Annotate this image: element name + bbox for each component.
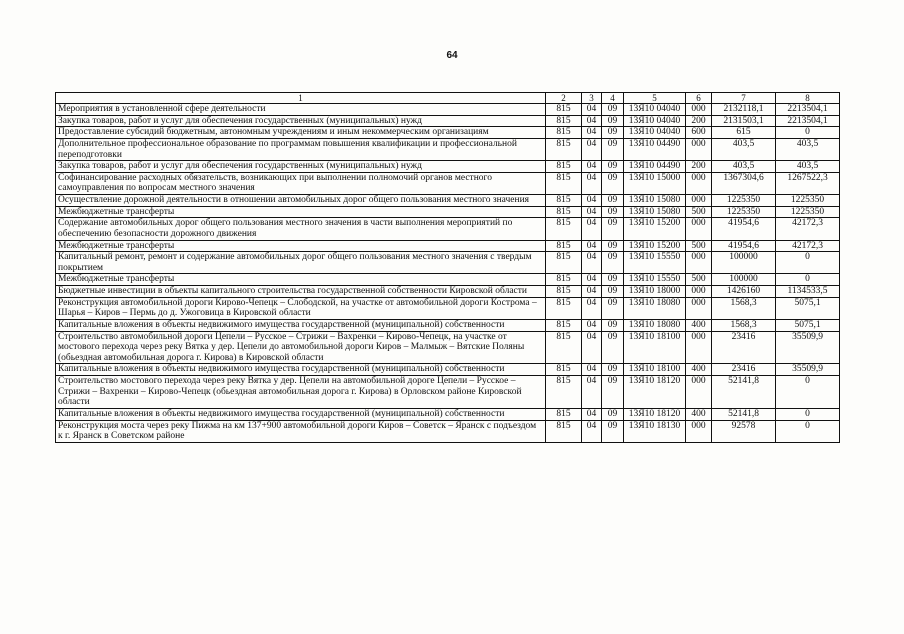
row-name: Реконструкция моста через реку Пижма на км 137+900 автомобильной дороги Киров – Советск – Яранск с подъездом к г. Яранск в Советском районе xyxy=(56,420,546,442)
code-subsection: 09 xyxy=(602,252,624,274)
code-expense-type: 000 xyxy=(686,420,712,442)
amount-year-2: 403,5 xyxy=(776,161,840,173)
amount-year-2: 42172,3 xyxy=(776,240,840,252)
code-expense-type: 600 xyxy=(686,127,712,139)
code-expense-type: 500 xyxy=(686,206,712,218)
table-body xyxy=(56,104,840,443)
amount-year-1: 52141,8 xyxy=(712,376,776,409)
row-name: Межбюджетные трансферты xyxy=(56,240,546,252)
code-subsection: 09 xyxy=(602,138,624,160)
code-grbs: 815 xyxy=(546,420,582,442)
amount-year-1: 92578 xyxy=(712,420,776,442)
amount-year-2: 1225350 xyxy=(776,206,840,218)
code-grbs: 815 xyxy=(546,252,582,274)
code-target-article: 13Я10 18100 xyxy=(624,331,686,364)
header-cell: 7 xyxy=(712,93,776,104)
amount-year-2: 0 xyxy=(776,376,840,409)
amount-year-2: 2213504,1 xyxy=(776,104,840,116)
code-grbs: 815 xyxy=(546,138,582,160)
table-row xyxy=(56,127,840,139)
code-section: 04 xyxy=(582,319,602,331)
code-subsection: 09 xyxy=(602,274,624,286)
code-target-article: 13Я10 18000 xyxy=(624,286,686,298)
amount-year-2: 2213504,1 xyxy=(776,115,840,127)
amount-year-1: 100000 xyxy=(712,252,776,274)
code-expense-type: 000 xyxy=(686,286,712,298)
amount-year-2: 5075,1 xyxy=(776,297,840,319)
code-section: 04 xyxy=(582,274,602,286)
table-row xyxy=(56,331,840,364)
code-grbs: 815 xyxy=(546,297,582,319)
code-target-article: 13Я10 04490 xyxy=(624,138,686,160)
table-row xyxy=(56,195,840,207)
code-expense-type: 400 xyxy=(686,408,712,420)
code-subsection: 09 xyxy=(602,376,624,409)
code-expense-type: 000 xyxy=(686,138,712,160)
table-row xyxy=(56,408,840,420)
code-target-article: 13Я10 15080 xyxy=(624,195,686,207)
code-grbs: 815 xyxy=(546,195,582,207)
code-grbs: 815 xyxy=(546,161,582,173)
table-row xyxy=(56,161,840,173)
header-cell: 3 xyxy=(582,93,602,104)
amount-year-1: 1225350 xyxy=(712,206,776,218)
amount-year-1: 1225350 xyxy=(712,195,776,207)
code-subsection: 09 xyxy=(602,297,624,319)
row-name: Бюджетные инвестиции в объекты капитального строительства государственной собственности Кировской области xyxy=(56,286,546,298)
code-target-article: 13Я10 15200 xyxy=(624,218,686,240)
header-cell: 6 xyxy=(686,93,712,104)
code-section: 04 xyxy=(582,161,602,173)
code-expense-type: 000 xyxy=(686,297,712,319)
amount-year-1: 2132118,1 xyxy=(712,104,776,116)
row-name: Закупка товаров, работ и услуг для обеспечения государственных (муниципальных) нужд xyxy=(56,161,546,173)
code-section: 04 xyxy=(582,376,602,409)
amount-year-1: 41954,6 xyxy=(712,218,776,240)
code-subsection: 09 xyxy=(602,115,624,127)
row-name: Содержание автомобильных дорог общего пользования местного значения в части выполнения мероприятий по обеспечению безопасности дорожного движения xyxy=(56,218,546,240)
code-expense-type: 000 xyxy=(686,104,712,116)
code-expense-type: 500 xyxy=(686,274,712,286)
row-name: Софинансирование расходных обязательств, возникающих при выполнении полномочий органов местного самоуправления по вопросам местного значения xyxy=(56,172,546,194)
code-target-article: 13Я10 15200 xyxy=(624,240,686,252)
code-subsection: 09 xyxy=(602,172,624,194)
code-subsection: 09 xyxy=(602,127,624,139)
header-cell: 1 xyxy=(56,93,546,104)
code-section: 04 xyxy=(582,286,602,298)
code-grbs: 815 xyxy=(546,218,582,240)
row-name: Реконструкция автомобильной дороги Кирово-Чепецк – Слободской, на участке от автомобильной дороги Кострома – Шарья – Киров – Пермь до д. Ужоговица в Кировской области xyxy=(56,297,546,319)
header-cell: 5 xyxy=(624,93,686,104)
code-grbs: 815 xyxy=(546,376,582,409)
row-name: Строительство автомобильной дороги Цепели – Русское – Стрижи – Вахренки – Кирово-Чепецк, на участке от мостового перехода через реку Вятка у дер. Цепели до автомобильной дороги Киров – Малмыж – Вятские Поляны (обьездная автомобильная дорога г. Кирова) в Кировской области xyxy=(56,331,546,364)
code-section: 04 xyxy=(582,408,602,420)
table-row xyxy=(56,286,840,298)
code-grbs: 815 xyxy=(546,364,582,376)
table-row xyxy=(56,297,840,319)
table-row xyxy=(56,274,840,286)
code-target-article: 13Я10 15550 xyxy=(624,252,686,274)
table-row xyxy=(56,240,840,252)
code-target-article: 13Я10 15080 xyxy=(624,206,686,218)
amount-year-2: 0 xyxy=(776,274,840,286)
header-cell: 2 xyxy=(546,93,582,104)
code-target-article: 13Я10 15550 xyxy=(624,274,686,286)
amount-year-2: 0 xyxy=(776,127,840,139)
row-name: Дополнительное профессиональное образование по программам повышения квалификации и профессиональной переподготовки xyxy=(56,138,546,160)
header-row xyxy=(56,93,840,104)
table-row xyxy=(56,104,840,116)
code-expense-type: 000 xyxy=(686,376,712,409)
code-section: 04 xyxy=(582,364,602,376)
amount-year-2: 5075,1 xyxy=(776,319,840,331)
row-name: Капитальный ремонт, ремонт и содержание автомобильных дорог общего пользования местного значения с твердым покрытием xyxy=(56,252,546,274)
code-expense-type: 200 xyxy=(686,115,712,127)
code-subsection: 09 xyxy=(602,286,624,298)
amount-year-1: 615 xyxy=(712,127,776,139)
code-section: 04 xyxy=(582,252,602,274)
code-subsection: 09 xyxy=(602,331,624,364)
code-grbs: 815 xyxy=(546,274,582,286)
amount-year-2: 0 xyxy=(776,408,840,420)
code-subsection: 09 xyxy=(602,161,624,173)
code-expense-type: 000 xyxy=(686,252,712,274)
amount-year-1: 23416 xyxy=(712,331,776,364)
table-row xyxy=(56,319,840,331)
amount-year-2: 1267522,3 xyxy=(776,172,840,194)
code-expense-type: 000 xyxy=(686,218,712,240)
code-section: 04 xyxy=(582,104,602,116)
code-section: 04 xyxy=(582,172,602,194)
code-grbs: 815 xyxy=(546,286,582,298)
code-section: 04 xyxy=(582,138,602,160)
amount-year-1: 1568,3 xyxy=(712,319,776,331)
code-section: 04 xyxy=(582,218,602,240)
amount-year-2: 403,5 xyxy=(776,138,840,160)
code-expense-type: 000 xyxy=(686,331,712,364)
amount-year-2: 42172,3 xyxy=(776,218,840,240)
row-name: Предоставление субсидий бюджетным, автономным учреждениям и иным некоммерческим организациям xyxy=(56,127,546,139)
code-grbs: 815 xyxy=(546,172,582,194)
code-subsection: 09 xyxy=(602,240,624,252)
code-subsection: 09 xyxy=(602,104,624,116)
code-grbs: 815 xyxy=(546,331,582,364)
code-subsection: 09 xyxy=(602,408,624,420)
code-target-article: 13Я10 04040 xyxy=(624,115,686,127)
code-subsection: 09 xyxy=(602,195,624,207)
budget-table xyxy=(55,92,840,443)
amount-year-1: 1426160 xyxy=(712,286,776,298)
code-target-article: 13Я10 18120 xyxy=(624,408,686,420)
code-grbs: 815 xyxy=(546,240,582,252)
amount-year-2: 35509,9 xyxy=(776,331,840,364)
row-name: Осуществление дорожной деятельности в отношении автомобильных дорог общего пользования местного значения xyxy=(56,195,546,207)
row-name: Мероприятия в установленной сфере деятельности xyxy=(56,104,546,116)
code-expense-type: 400 xyxy=(686,364,712,376)
code-target-article: 13Я10 18100 xyxy=(624,364,686,376)
code-target-article: 13Я10 04490 xyxy=(624,161,686,173)
code-grbs: 815 xyxy=(546,206,582,218)
row-name: Межбюджетные трансферты xyxy=(56,274,546,286)
code-grbs: 815 xyxy=(546,127,582,139)
amount-year-2: 1225350 xyxy=(776,195,840,207)
amount-year-1: 1367304,6 xyxy=(712,172,776,194)
row-name: Закупка товаров, работ и услуг для обеспечения государственных (муниципальных) нужд xyxy=(56,115,546,127)
code-target-article: 13Я10 18130 xyxy=(624,420,686,442)
code-target-article: 13Я10 04040 xyxy=(624,104,686,116)
amount-year-2: 35509,9 xyxy=(776,364,840,376)
row-name: Капитальные вложения в объекты недвижимого имущества государственной (муниципальной) собственности xyxy=(56,408,546,420)
table-row xyxy=(56,364,840,376)
amount-year-1: 403,5 xyxy=(712,161,776,173)
amount-year-1: 1568,3 xyxy=(712,297,776,319)
amount-year-1: 100000 xyxy=(712,274,776,286)
header-cell: 4 xyxy=(602,93,624,104)
amount-year-2: 1134533,5 xyxy=(776,286,840,298)
code-target-article: 13Я10 18120 xyxy=(624,376,686,409)
table-row xyxy=(56,138,840,160)
code-subsection: 09 xyxy=(602,218,624,240)
code-subsection: 09 xyxy=(602,206,624,218)
code-target-article: 13Я10 18080 xyxy=(624,297,686,319)
code-subsection: 09 xyxy=(602,420,624,442)
code-subsection: 09 xyxy=(602,364,624,376)
amount-year-1: 23416 xyxy=(712,364,776,376)
page-number: 64 xyxy=(446,50,458,61)
code-expense-type: 000 xyxy=(686,172,712,194)
code-subsection: 09 xyxy=(602,319,624,331)
table-row xyxy=(56,252,840,274)
amount-year-2: 0 xyxy=(776,420,840,442)
row-name: Межбюджетные трансферты xyxy=(56,206,546,218)
code-grbs: 815 xyxy=(546,115,582,127)
header-cell: 8 xyxy=(776,93,840,104)
table-row xyxy=(56,420,840,442)
code-target-article: 13Я10 04040 xyxy=(624,127,686,139)
code-section: 04 xyxy=(582,297,602,319)
code-section: 04 xyxy=(582,195,602,207)
code-section: 04 xyxy=(582,331,602,364)
code-expense-type: 200 xyxy=(686,161,712,173)
code-grbs: 815 xyxy=(546,408,582,420)
amount-year-1: 403,5 xyxy=(712,138,776,160)
table-row xyxy=(56,115,840,127)
amount-year-1: 41954,6 xyxy=(712,240,776,252)
code-section: 04 xyxy=(582,420,602,442)
code-section: 04 xyxy=(582,240,602,252)
code-target-article: 13Я10 18080 xyxy=(624,319,686,331)
code-expense-type: 500 xyxy=(686,240,712,252)
code-expense-type: 000 xyxy=(686,195,712,207)
table-row xyxy=(56,172,840,194)
code-section: 04 xyxy=(582,127,602,139)
row-name: Строительство мостового перехода через реку Вятка у дер. Цепели на автомобильной дороге Цепели – Русское – Стрижи – Вахренки – Кирово-Чепецк (обьездная автомобильная дорога г. Кирова) в Орловском районе Кировской области xyxy=(56,376,546,409)
row-name: Капитальные вложения в объекты недвижимого имущества государственной (муниципальной) собственности xyxy=(56,364,546,376)
row-name: Капитальные вложения в объекты недвижимого имущества государственной (муниципальной) собственности xyxy=(56,319,546,331)
code-section: 04 xyxy=(582,206,602,218)
amount-year-2: 0 xyxy=(776,252,840,274)
table-row xyxy=(56,206,840,218)
code-expense-type: 400 xyxy=(686,319,712,331)
code-grbs: 815 xyxy=(546,319,582,331)
amount-year-1: 52141,8 xyxy=(712,408,776,420)
amount-year-1: 2131503,1 xyxy=(712,115,776,127)
code-target-article: 13Я10 15000 xyxy=(624,172,686,194)
code-section: 04 xyxy=(582,115,602,127)
table-row xyxy=(56,376,840,409)
code-grbs: 815 xyxy=(546,104,582,116)
table-row xyxy=(56,218,840,240)
